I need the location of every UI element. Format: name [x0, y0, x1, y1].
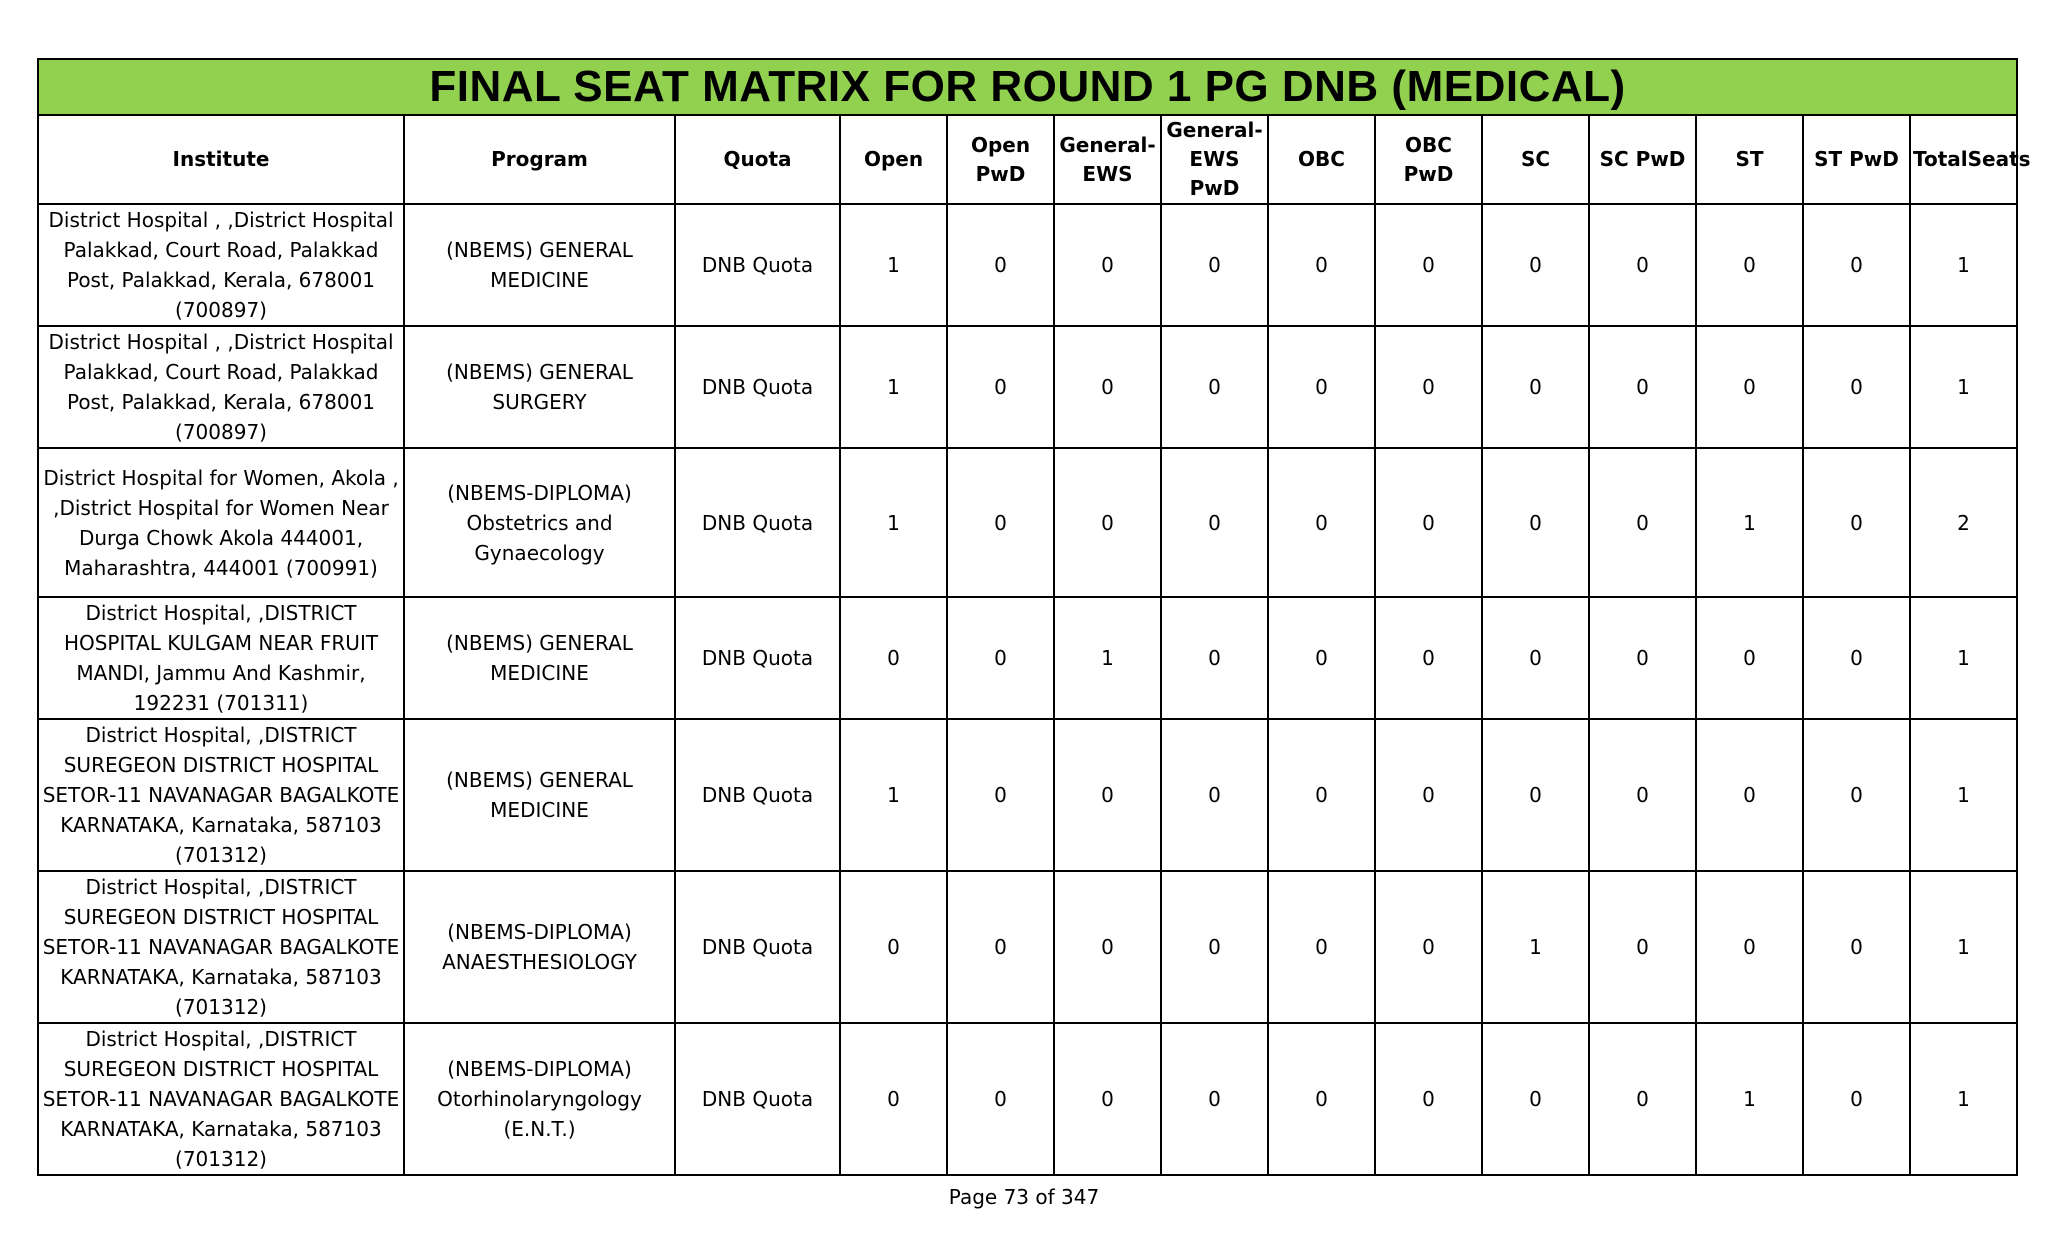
quota-cell: DNB Quota	[675, 1023, 840, 1175]
obc-pwd-cell: 0	[1375, 448, 1482, 597]
quota-cell: DNB Quota	[675, 719, 840, 871]
obc-cell: 0	[1268, 204, 1375, 326]
sc-cell: 0	[1482, 204, 1589, 326]
obc-pwd-cell: 0	[1375, 719, 1482, 871]
open-pwd-cell: 0	[947, 204, 1054, 326]
program-cell: (NBEMS) GENERAL MEDICINE	[404, 597, 675, 719]
institute-cell: District Hospital, ,DISTRICT SUREGEON DISTRICT HOSPITAL SETOR-11 NAVANAGAR BAGALKOTE KARNATAKA, Karnataka, 587103 (701312)	[38, 871, 404, 1023]
sc-cell: 0	[1482, 326, 1589, 448]
general-ews-pwd-cell: 0	[1161, 719, 1268, 871]
st-cell: 0	[1696, 719, 1803, 871]
sc-pwd-cell: 0	[1589, 448, 1696, 597]
st-cell: 0	[1696, 871, 1803, 1023]
sc-pwd-cell: 0	[1589, 871, 1696, 1023]
col-header-st-pwd: ST PwD	[1803, 115, 1910, 204]
header-row	[38, 115, 2017, 204]
quota-cell: DNB Quota	[675, 597, 840, 719]
institute-cell: District Hospital, ,DISTRICT SUREGEON DISTRICT HOSPITAL SETOR-11 NAVANAGAR BAGALKOTE KARNATAKA, Karnataka, 587103 (701312)	[38, 1023, 404, 1175]
general-ews-pwd-cell: 0	[1161, 448, 1268, 597]
table-row	[38, 1023, 2017, 1175]
general-ews-cell: 0	[1054, 871, 1161, 1023]
open-pwd-cell: 0	[947, 1023, 1054, 1175]
general-ews-pwd-cell: 0	[1161, 871, 1268, 1023]
open-cell: 1	[840, 204, 947, 326]
st-pwd-cell: 0	[1803, 871, 1910, 1023]
institute-cell: District Hospital , ,District Hospital Palakkad, Court Road, Palakkad Post, Palakkad, Kerala, 678001 (700897)	[38, 326, 404, 448]
obc-cell: 0	[1268, 871, 1375, 1023]
col-header-sc: SC	[1482, 115, 1589, 204]
general-ews-pwd-cell: 0	[1161, 326, 1268, 448]
col-header-open: Open	[840, 115, 947, 204]
open-pwd-cell: 0	[947, 597, 1054, 719]
total-seats-cell: 1	[1910, 597, 2017, 719]
obc-pwd-cell: 0	[1375, 597, 1482, 719]
obc-pwd-cell: 0	[1375, 204, 1482, 326]
sc-pwd-cell: 0	[1589, 326, 1696, 448]
open-cell: 0	[840, 871, 947, 1023]
program-cell: (NBEMS) GENERAL MEDICINE	[404, 719, 675, 871]
col-header-obc-pwd: OBC PwD	[1375, 115, 1482, 204]
open-cell: 1	[840, 448, 947, 597]
open-cell: 0	[840, 597, 947, 719]
obc-cell: 0	[1268, 1023, 1375, 1175]
open-cell: 0	[840, 1023, 947, 1175]
obc-cell: 0	[1268, 326, 1375, 448]
st-pwd-cell: 0	[1803, 597, 1910, 719]
quota-cell: DNB Quota	[675, 448, 840, 597]
st-cell: 0	[1696, 597, 1803, 719]
open-cell: 1	[840, 326, 947, 448]
quota-cell: DNB Quota	[675, 871, 840, 1023]
table-row	[38, 871, 2017, 1023]
general-ews-cell: 0	[1054, 448, 1161, 597]
table-row	[38, 719, 2017, 871]
sc-cell: 1	[1482, 871, 1589, 1023]
table-title: FINAL SEAT MATRIX FOR ROUND 1 PG DNB (MEDICAL)	[38, 59, 2017, 115]
col-header-sc-pwd: SC PwD	[1589, 115, 1696, 204]
general-ews-pwd-cell: 0	[1161, 597, 1268, 719]
institute-cell: District Hospital, ,DISTRICT HOSPITAL KULGAM NEAR FRUIT MANDI, Jammu And Kashmir, 192231 (701311)	[38, 597, 404, 719]
total-seats-cell: 2	[1910, 448, 2017, 597]
program-cell: (NBEMS) GENERAL SURGERY	[404, 326, 675, 448]
obc-cell: 0	[1268, 448, 1375, 597]
institute-cell: District Hospital, ,DISTRICT SUREGEON DISTRICT HOSPITAL SETOR-11 NAVANAGAR BAGALKOTE KARNATAKA, Karnataka, 587103 (701312)	[38, 719, 404, 871]
general-ews-pwd-cell: 0	[1161, 204, 1268, 326]
sc-cell: 0	[1482, 1023, 1589, 1175]
col-header-total-seats: TotalSeats	[1910, 115, 2017, 204]
general-ews-cell: 1	[1054, 597, 1161, 719]
col-header-general-ews: General-EWS	[1054, 115, 1161, 204]
sc-cell: 0	[1482, 448, 1589, 597]
institute-cell: District Hospital , ,District Hospital Palakkad, Court Road, Palakkad Post, Palakkad, Kerala, 678001 (700897)	[38, 204, 404, 326]
sc-cell: 0	[1482, 597, 1589, 719]
sc-cell: 0	[1482, 719, 1589, 871]
program-cell: (NBEMS-DIPLOMA) Otorhinolaryngology (E.N.T.)	[404, 1023, 675, 1175]
st-pwd-cell: 0	[1803, 326, 1910, 448]
open-cell: 1	[840, 719, 947, 871]
sc-pwd-cell: 0	[1589, 1023, 1696, 1175]
st-cell: 1	[1696, 448, 1803, 597]
table-row	[38, 204, 2017, 326]
general-ews-cell: 0	[1054, 204, 1161, 326]
obc-cell: 0	[1268, 597, 1375, 719]
open-pwd-cell: 0	[947, 871, 1054, 1023]
table-row	[38, 448, 2017, 597]
sc-pwd-cell: 0	[1589, 719, 1696, 871]
st-pwd-cell: 0	[1803, 204, 1910, 326]
col-header-obc: OBC	[1268, 115, 1375, 204]
sc-pwd-cell: 0	[1589, 204, 1696, 326]
obc-cell: 0	[1268, 719, 1375, 871]
total-seats-cell: 1	[1910, 1023, 2017, 1175]
seat-matrix-table	[37, 58, 2031, 1176]
st-cell: 0	[1696, 204, 1803, 326]
col-header-open-pwd: Open PwD	[947, 115, 1054, 204]
sc-pwd-cell: 0	[1589, 597, 1696, 719]
col-header-institute: Institute	[38, 115, 404, 204]
program-cell: (NBEMS-DIPLOMA) ANAESTHESIOLOGY	[404, 871, 675, 1023]
st-cell: 1	[1696, 1023, 1803, 1175]
st-cell: 0	[1696, 326, 1803, 448]
total-seats-cell: 1	[1910, 326, 2017, 448]
obc-pwd-cell: 0	[1375, 1023, 1482, 1175]
col-header-program: Program	[404, 115, 675, 204]
program-cell: (NBEMS) GENERAL MEDICINE	[404, 204, 675, 326]
program-cell: (NBEMS-DIPLOMA) Obstetrics and Gynaecology	[404, 448, 675, 597]
open-pwd-cell: 0	[947, 719, 1054, 871]
total-seats-cell: 1	[1910, 719, 2017, 871]
total-seats-cell: 1	[1910, 204, 2017, 326]
general-ews-cell: 0	[1054, 719, 1161, 871]
col-header-st: ST	[1696, 115, 1803, 204]
col-header-general-ews-pwd: General-EWS PwD	[1161, 115, 1268, 204]
obc-pwd-cell: 0	[1375, 326, 1482, 448]
quota-cell: DNB Quota	[675, 326, 840, 448]
st-pwd-cell: 0	[1803, 448, 1910, 597]
obc-pwd-cell: 0	[1375, 871, 1482, 1023]
table-row	[38, 326, 2017, 448]
st-pwd-cell: 0	[1803, 1023, 1910, 1175]
total-seats-cell: 1	[1910, 871, 2017, 1023]
st-pwd-cell: 0	[1803, 719, 1910, 871]
quota-cell: DNB Quota	[675, 204, 840, 326]
table-row	[38, 597, 2017, 719]
open-pwd-cell: 0	[947, 448, 1054, 597]
general-ews-pwd-cell: 0	[1161, 1023, 1268, 1175]
general-ews-cell: 0	[1054, 326, 1161, 448]
col-header-quota: Quota	[675, 115, 840, 204]
page-number: Page 73 of 347	[948, 1185, 1100, 1209]
institute-cell: District Hospital for Women, Akola , ,District Hospital for Women Near Durga Chowk Akola 444001, Maharashtra, 444001 (700991)	[38, 448, 404, 597]
open-pwd-cell: 0	[947, 326, 1054, 448]
general-ews-cell: 0	[1054, 1023, 1161, 1175]
